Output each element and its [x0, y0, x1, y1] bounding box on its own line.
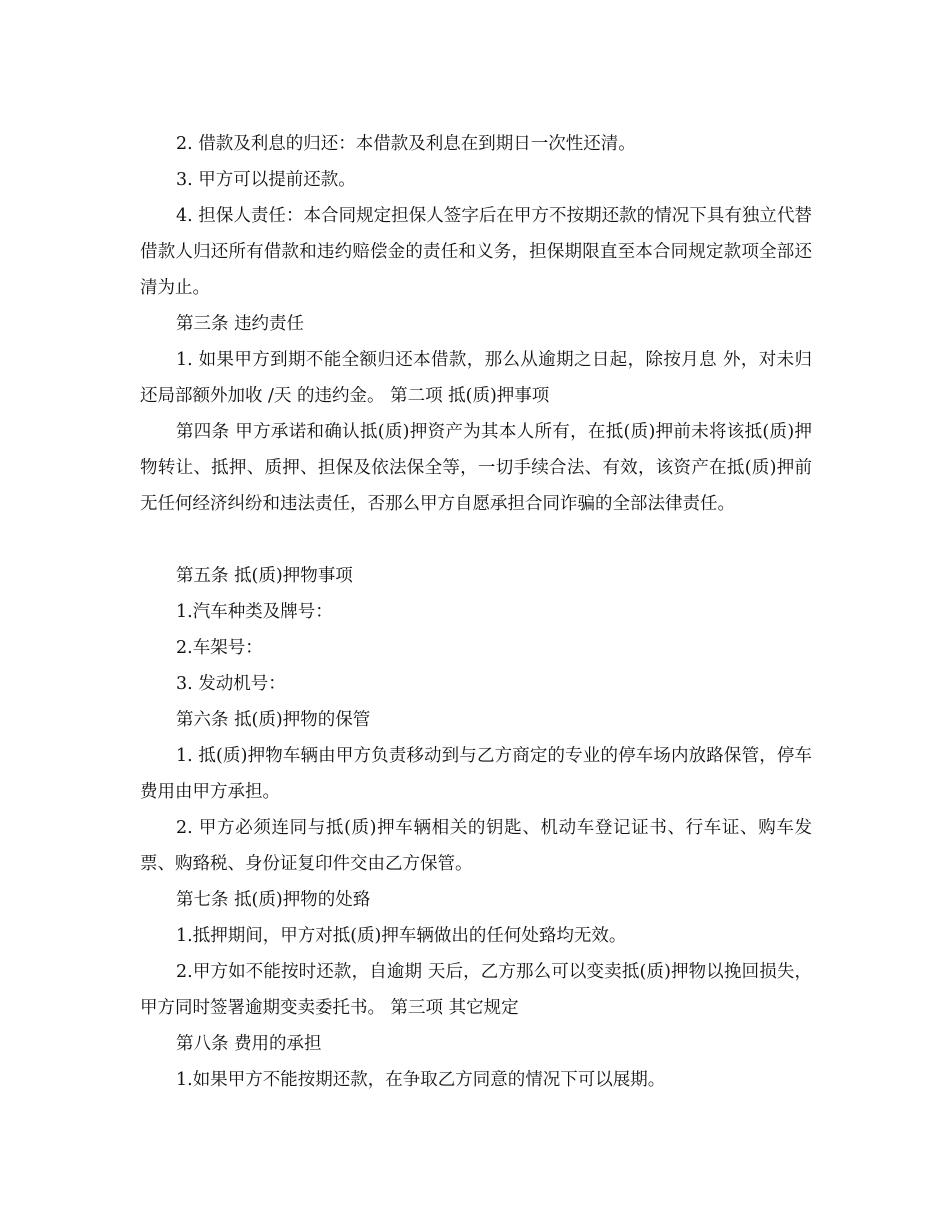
- section-heading: 第五条 抵(质)押物事项: [176, 566, 353, 586]
- paragraph: 3. 发动机号：: [176, 674, 286, 694]
- paragraph: 3. 甲方可以提前还款。: [176, 170, 356, 190]
- paragraph: 2. 借款及利息的归还：本借款及利息在到期日一次性还清。: [176, 134, 636, 154]
- paragraph: 1. 如果甲方到期不能全额归还本借款，那么从逾期之日起，除按月息 外，对未归还局部额外加收 /天 的违约金。 第二项 抵(质)押事项: [140, 350, 812, 406]
- paragraph: 第四条 甲方承诺和确认抵(质)押资产为其本人所有，在抵(质)押前未将该抵(质)押物转让、抵押、质押、担保及依法保全等，一切手续合法、有效，该资产在抵(质)押前无任何经济纠纷和违法责任，否那么甲方自愿承担合同诈骗的全部法律责任。: [140, 422, 812, 514]
- section-heading: 第三条 违约责任: [176, 314, 305, 334]
- paragraph: 4. 担保人责任：本合同规定担保人签字后在甲方不按期还款的情况下具有独立代替借款人归还所有借款和违约赔偿金的责任和义务，担保期限直至本合同规定款项全部还清为止。: [140, 206, 812, 298]
- paragraph: 2.车架号：: [176, 638, 263, 658]
- section-heading: 第六条 抵(质)押物的保管: [176, 710, 371, 730]
- section-heading: 第七条 抵(质)押物的处臵: [176, 890, 371, 910]
- paragraph: 1.如果甲方不能按期还款，在争取乙方同意的情况下可以展期。: [176, 1070, 666, 1090]
- section-heading: 第八条 费用的承担: [176, 1034, 322, 1054]
- paragraph: 1.汽车种类及牌号：: [176, 602, 333, 622]
- paragraph: 2.甲方如不能按时还款，自逾期 天后，乙方那么可以变卖抵(质)押物以挽回损失，甲方同时签署逾期变卖委托书。 第三项 其它规定: [140, 962, 812, 1018]
- paragraph: 1.抵押期间，甲方对抵(质)押车辆做出的任何处臵均无效。: [176, 926, 627, 946]
- paragraph: 2. 甲方必须连同与抵(质)押车辆相关的钥匙、机动车登记证书、行车证、购车发票、购臵税、身份证复印件交由乙方保管。: [140, 818, 812, 874]
- paragraph: 1. 抵(质)押物车辆由甲方负责移动到与乙方商定的专业的停车场内放路保管，停车费用由甲方承担。: [140, 746, 812, 802]
